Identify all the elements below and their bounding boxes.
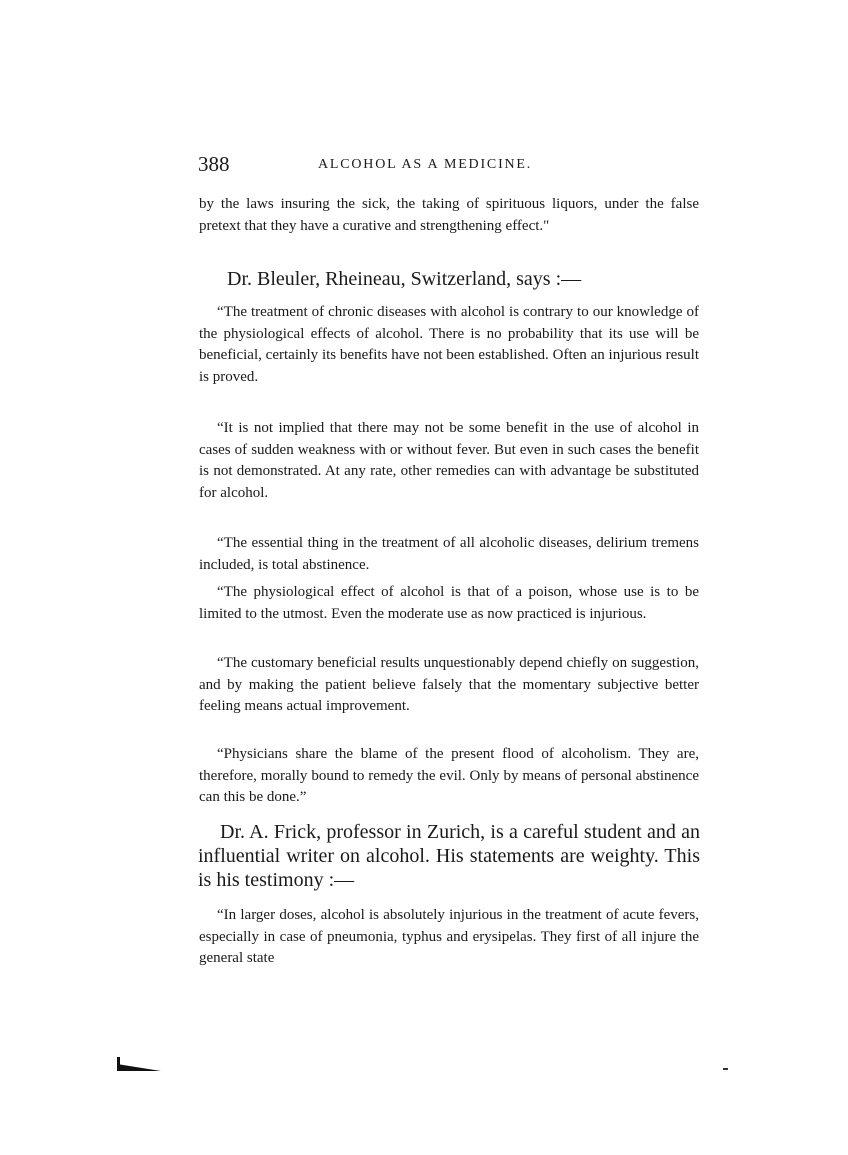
scan-margin-mark-bar <box>117 1057 120 1071</box>
frick-paragraph: Dr. A. Frick, professor in Zurich, is a careful student and an influential writer on alcohol. His statements are weighty. This is his testimony :— <box>198 821 700 891</box>
running-head: ALCOHOL AS A MEDICINE. <box>318 157 533 172</box>
intro-block <box>199 194 699 237</box>
frick-block <box>198 820 700 892</box>
scan-margin-mark <box>117 1057 161 1071</box>
quote-paragraph: “The physiological effect of alcohol is that of a poison, whose use is to be limited to the utmost. Even the moderate use as now practiced is injurious. <box>199 584 699 622</box>
quote-paragraph: “The treatment of chronic diseases with alcohol is contrary to our knowledge of the physiological effects of alcohol. There is no probability that its use will be beneficial, certainly its benefits have not been established. Often an injurious result is proved. <box>199 304 699 385</box>
section-heading: Dr. Bleuler, Rheineau, Switzerland, says :— <box>227 268 582 290</box>
bleuler-quote-5 <box>199 653 699 718</box>
intro-paragraph: by the laws insuring the sick, the taking of spirituous liquors, under the false pretext that they have a curative and strengthening effect." <box>199 196 699 234</box>
quote-paragraph: “The customary beneficial results unquestionably depend chiefly on suggestion, and by making the patient believe falsely that the momentary subjective better feeling means actual improvement. <box>199 655 699 714</box>
bleuler-quote-3 <box>199 533 699 576</box>
bleuler-quote-1 <box>199 302 699 388</box>
frick-quote-block <box>199 905 699 970</box>
page-number: 388 <box>198 152 230 176</box>
bleuler-quote-2 <box>199 418 699 504</box>
scan-tick-mark <box>723 1068 728 1070</box>
quote-paragraph: “Physicians share the blame of the present flood of alcoholism. They are, therefore, morally bound to remedy the evil. Only by means of personal abstinence can this be done.” <box>199 746 699 805</box>
quote-paragraph: “It is not implied that there may not be some benefit in the use of alcohol in cases of sudden weakness with or without fever. But even in such cases the benefit is not demonstrated. At any rate, other remedies can with advantage be substituted for alcohol. <box>199 420 699 501</box>
bleuler-quote-4 <box>199 582 699 625</box>
quote-paragraph: “The essential thing in the treatment of all alcoholic diseases, delirium tremens included, is total abstinence. <box>199 535 699 573</box>
bleuler-quote-6 <box>199 744 699 809</box>
page-header <box>198 152 598 178</box>
frick-quote: “In larger doses, alcohol is absolutely injurious in the treatment of acute fevers, especially in case of pneumonia, typhus and erysipelas. They first of all injure the general state <box>199 907 699 966</box>
